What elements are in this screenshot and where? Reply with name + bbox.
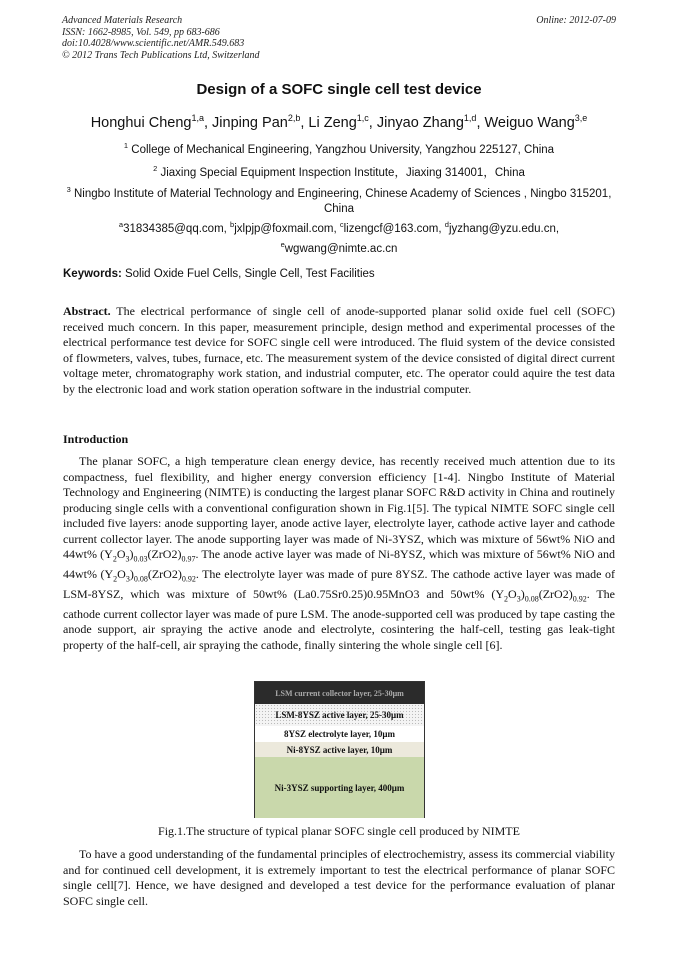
- affiliation-2: [62, 161, 616, 181]
- email-sup: c: [339, 220, 344, 229]
- layer-ni-8ysz: Ni-8YSZ active layer, 10μm: [255, 742, 424, 757]
- author-list: Honghui Cheng$^{1,a}$, Jinping Pan$^{2,b}$, Li Zeng$^{1,c}$, Jinyao Zhang$^{1,d}$, Weiguo Wang$^{3,e}$: [90, 113, 588, 131]
- text-run: O: [508, 586, 517, 601]
- subscript: 0.97: [181, 554, 196, 564]
- email-address: jxlpjp@foxmail.com,: [234, 222, 340, 235]
- author-affiliation-sup: 3,e: [574, 113, 588, 123]
- layer-electrolyte: 8YSZ electrolyte layer, 10μm: [255, 726, 424, 742]
- affiliation-number: 3: [66, 185, 71, 194]
- subscript: 3: [125, 574, 130, 584]
- email-address: jyzhang@yzu.edu.cn,: [448, 222, 560, 235]
- intro-paragraph-1: [63, 454, 615, 653]
- layer-ni-3ysz-support: Ni-3YSZ supporting layer, 400μm: [255, 757, 424, 818]
- online-date: Online: 2012-07-09: [536, 15, 616, 26]
- section-heading-introduction: Introduction: [63, 432, 129, 446]
- text-run: . The electrolyte layer was made of pure 8YSZ. The cathode active layer was made of LSM-8YSZ, which was mixture of 50wt% (La0.75Sr0.25)0.95MnO3 and 50wt% (Y: [63, 566, 615, 601]
- affiliation-text: College of Mechanical Engineering, Yangzhou University, Yangzhou 225127, China: [131, 143, 555, 156]
- text-run: O: [117, 566, 126, 581]
- journal-header: [62, 15, 260, 61]
- keywords-label: Keywords:: [63, 268, 122, 280]
- subscript: 2: [113, 574, 118, 584]
- subscript: 2: [504, 594, 509, 604]
- subscript: 0.03: [133, 554, 148, 564]
- text-run: The planar SOFC, a high temperature clean energy device, has recently received much attention due to its compactness, fuel flexibility, and higher energy conversion efficiency [1-4]. Ningbo Institute of Material Technology and Engineering (NIMTE) is conducting the largest planar SOFC R&D activity in China and routinely producing single cells with a conventional configuration shown in Fig.1[5]. The typical NIMTE SOFC single cell included five layers: anode supporting layer, anode active layer, electrolyte layer, cathode active layer and cathode current collector layer. The anode supporting layer was made of Ni-3YSZ, which was mixture of 56wt% NiO and 44wt% (Y: [63, 454, 615, 561]
- keywords: [63, 268, 375, 280]
- author-name: Weiguo Wang: [484, 114, 575, 131]
- email-address: 31834385@qq.com,: [123, 222, 231, 235]
- doi-line: doi:10.4028/www.scientific.net/AMR.549.683: [62, 38, 245, 49]
- author-affiliation-sup: 2,b: [287, 113, 301, 123]
- subscript: 0.92: [572, 594, 587, 604]
- email-sup: d: [444, 220, 449, 229]
- author-name: Honghui Cheng: [90, 114, 192, 131]
- cell-structure-figure: [254, 681, 425, 818]
- keywords-text: Solid Oxide Fuel Cells, Single Cell, Test Facilities: [121, 268, 375, 280]
- intro-paragraph-2: To have a good understanding of the fundamental principles of electrochemistry, assess its commercial viability and for continued cell development, it is extremely important to test the electrical performance of planar SOFC single cell[7]. Hence, we have designed and developed a test device for the performance evaluation of planar SOFC single cell.: [63, 847, 615, 908]
- abstract-label: Abstract.: [63, 304, 111, 318]
- subscript: 3: [516, 594, 521, 604]
- affiliation-3: [62, 182, 616, 217]
- layer-current-collector: LSM current collector layer, 25-30μm: [255, 682, 424, 704]
- paper-title: Design of a SOFC single cell test device: [196, 81, 482, 98]
- layer-lsm-8ysz: LSM-8YSZ active layer, 25-30μm: [255, 704, 424, 726]
- email-address: lizengcf@163.com,: [343, 222, 445, 235]
- figure-caption: Fig.1.The structure of typical planar SOFC single cell produced by NIMTE: [158, 824, 520, 838]
- affiliation-number: 2: [153, 164, 158, 173]
- journal-name: Advanced Materials Research: [62, 15, 183, 26]
- author-name: Li Zeng: [308, 114, 357, 131]
- abstract-text: The electrical performance of single cell of anode-supported planar solid oxide fuel cell (SOFC) received much concern. In this paper, measurement principle, design method and experimental processes of the electrical performance test device for SOFC single cell were introduced. The fluid system of the device consisted of flowmeters, valves, tubes, furnace, etc. The measurement system of the device consisted of digital direct current voltage meter, chromatography work station, and industrial computer, etc. The operator could aquire the test data by the electronic load and work station operation software in the industrial computer.: [63, 304, 615, 396]
- affiliation-text: Jiaxing Special Equipment Inspection Institute，Jiaxing 314001，China: [160, 166, 525, 179]
- email-sup: a: [118, 220, 124, 229]
- text-run: ): [129, 566, 134, 581]
- text-run: (ZrO2): [538, 586, 573, 601]
- author-affiliation-sup: 1,a: [191, 113, 204, 123]
- text-run: (ZrO2): [147, 547, 182, 561]
- email-list: [62, 217, 616, 257]
- abstract: [63, 304, 615, 397]
- author-name: Jinyao Zhang: [376, 114, 464, 131]
- subscript: 0.08: [133, 574, 148, 584]
- text-run: O: [116, 547, 126, 561]
- author-affiliation-sup: 1,c: [356, 113, 369, 123]
- email-address: wgwang@nimte.ac.cn: [284, 242, 398, 255]
- email-sup: e: [280, 239, 285, 249]
- affiliation-text: Ningbo Institute of Material Technology and Engineering, Chinese Academy of Sciences , Ningbo 315201, China: [73, 187, 612, 215]
- copyright-line: © 2012 Trans Tech Publications Ltd, Switzerland: [62, 49, 260, 61]
- text-run: . The cathode current collector layer was made of pure LSM. The anode-supported cell was produced by tape casting the anode support, air spraying the active anode and electrolyte, cosintering the half-cell, testing gas leak-tight property of the half-cell, air spraying the cathode, finally sintering the whole single cell [6].: [63, 586, 615, 652]
- text-run: ): [129, 547, 134, 561]
- subscript: 2: [112, 554, 117, 564]
- text-run: . The anode active layer was made of Ni-8YSZ, which was mixture of 56wt% NiO and 44wt% (Y: [63, 547, 615, 581]
- text-run: ): [520, 586, 525, 601]
- issn-line: ISSN: 1662-8985, Vol. 549, pp 683-686: [62, 26, 220, 38]
- subscript: 0.92: [181, 574, 196, 584]
- author-affiliation-sup: 1,d: [463, 113, 477, 123]
- author-name: Jinping Pan: [212, 114, 288, 131]
- affiliation-number: 1: [123, 141, 129, 150]
- affiliation-1: [62, 138, 616, 158]
- subscript: 0.08: [524, 594, 539, 604]
- subscript: 3: [125, 554, 130, 564]
- text-run: (ZrO2): [147, 566, 182, 581]
- email-sup: b: [230, 220, 235, 229]
